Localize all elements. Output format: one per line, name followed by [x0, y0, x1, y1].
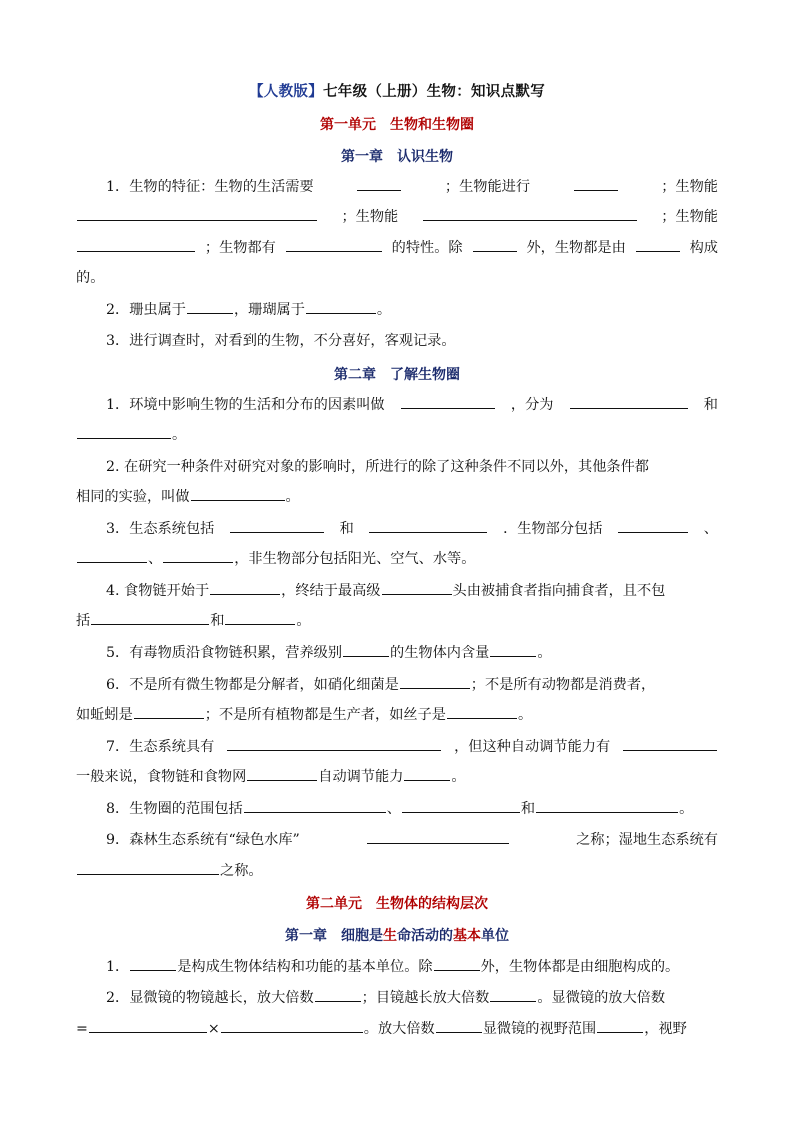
blank: [89, 1019, 207, 1033]
blank: [191, 487, 285, 501]
blank: [623, 737, 717, 751]
unit-2-heading: 第二单元 生物体的结构层次: [306, 896, 488, 912]
c2-q3-line-1: 3．生态系统包括 和 ．生物部分包括 、: [106, 521, 718, 537]
blank: [570, 395, 688, 409]
blank: [536, 799, 678, 813]
blank: [187, 300, 233, 314]
blank: [221, 1019, 363, 1033]
blank: [230, 519, 324, 533]
q2-line: 2．珊虫属于 ，珊瑚属于 。: [106, 302, 392, 318]
title-text: 七年级（上册）生物：知识点默写: [323, 84, 545, 100]
c2-q8-line: 8．生物圈的范围包括 、 和 。: [106, 801, 694, 817]
c2-q4-line-1: 4. 食物链开始于 ，终结于最高级 头由被捕食者指向捕食者，且不包: [106, 583, 666, 599]
unit-2-chapter-1-heading: 第一章 细胞是生命活动的基本单位: [285, 928, 509, 944]
c2-q1-line-1: 1．环境中影响生物的生活和分布的因素叫做 ，分为 和: [106, 397, 718, 413]
document-title: [0, 80, 794, 101]
blank: [77, 549, 147, 563]
blank: [436, 1019, 482, 1033]
c2-q2-line-1: 2. 在研究一种条件对研究对象的影响时，所进行的除了这种条件不同以外，其他条件都: [106, 459, 649, 475]
blank: [163, 549, 233, 563]
blank: [91, 611, 209, 625]
c2-q9-line-1: 9．森林生态系统有“绿色水库” 之称；湿地生态系统有: [106, 832, 718, 848]
blank: [423, 207, 637, 221]
q1-line-1: 1．生物的特征：生物的生活需要 ；生物能进行 ；生物能: [106, 179, 718, 195]
c2-q9-line-2: 之称。: [76, 861, 718, 881]
blank: [447, 705, 517, 719]
blank: [597, 1019, 643, 1033]
blank: [343, 643, 389, 657]
blank: [77, 425, 171, 439]
blank: [636, 238, 680, 252]
blank: [210, 581, 280, 595]
blank: [306, 300, 376, 314]
blank: [574, 177, 618, 191]
c2-q7-line-1: 7．生态系统具有 ，但这种自动调节能力有: [106, 737, 718, 757]
blank: [227, 737, 441, 751]
blank: [618, 519, 688, 533]
q1-line-3: ；生物都有 的特性。除 外，生物都是由 构成: [76, 238, 718, 258]
c2-q4-line-2: 括 和 。: [76, 613, 311, 629]
blank: [401, 395, 495, 409]
u2-q2-line-2: = × 。放大倍数 显微镜的视野范围 ，视野: [76, 1021, 687, 1037]
edition-label: 【人教版】: [249, 84, 323, 100]
q1-line-2: ；生物能 ；生物能: [76, 207, 718, 227]
blank: [286, 238, 382, 252]
blank: [404, 767, 450, 781]
q1-line-4: 的。: [76, 270, 105, 286]
blank: [244, 799, 386, 813]
c2-q6-line-1: 6．不是所有微生物都是分解者，如硝化细菌是 ；不是所有动物都是消费者，: [106, 677, 656, 693]
c2-q2-line-2: 相同的实验，叫做 。: [76, 489, 300, 505]
blank: [434, 957, 480, 971]
u2-q1-line: 1． 是构成生物体结构和功能的基本单位。除 外，生物体都是由细胞构成的。: [106, 959, 680, 975]
blank: [382, 581, 452, 595]
blank: [473, 238, 517, 252]
blank: [400, 675, 470, 689]
blank: [490, 643, 536, 657]
blank: [77, 207, 317, 221]
unit-1-chapter-2-heading: 第二章 了解生物圈: [334, 367, 460, 383]
blank: [490, 988, 536, 1002]
blank: [247, 767, 317, 781]
blank: [402, 799, 520, 813]
blank: [225, 611, 295, 625]
unit-1-chapter-1-heading: 第一章 认识生物: [341, 149, 453, 165]
c2-q3-line-2: 、 ，非生物部分包括阳光、空气、水等。: [76, 549, 718, 569]
blank: [315, 988, 361, 1002]
blank: [357, 177, 401, 191]
c2-q5-line: 5．有毒物质沿食物链积累，营养级别 的生物体内含量 。: [106, 645, 552, 661]
blank: [367, 830, 509, 844]
c2-q1-line-2: 。: [76, 425, 718, 445]
blank: [134, 705, 204, 719]
c2-q6-line-2: 如蚯蚓是 ；不是所有植物都是生产者，如丝子是 。: [76, 707, 533, 723]
c2-q7-line-2: 一般来说，食物链和食物网 自动调节能力 。: [76, 769, 466, 785]
blank: [77, 238, 195, 252]
blank: [130, 957, 176, 971]
blank: [369, 519, 487, 533]
blank: [77, 861, 219, 875]
u2-q2-line-1: 2．显微镜的物镜越长，放大倍数 ；目镜越长放大倍数 。显微镜的放大倍数: [106, 990, 666, 1006]
q3-line: 3．进行调查时，对看到的生物，不分喜好，客观记录。: [106, 333, 456, 349]
unit-1-heading: 第一单元 生物和生物圈: [320, 117, 474, 133]
